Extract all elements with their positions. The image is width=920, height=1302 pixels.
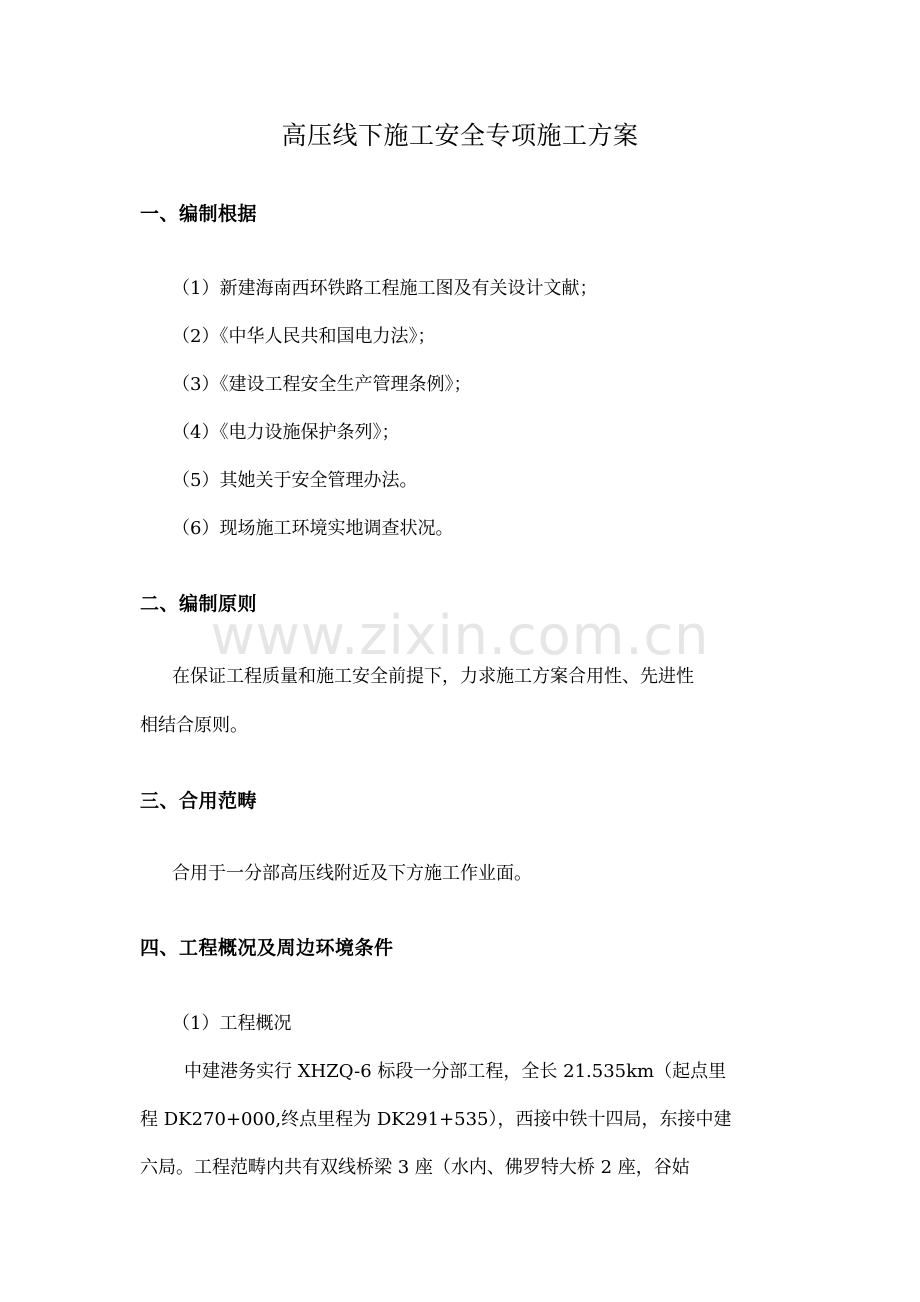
basis-item-6: （6）现场施工环境实地调查状况。 <box>172 518 454 539</box>
overview-subheading: （1）工程概况 <box>172 1013 292 1034</box>
document-title: 高压线下施工安全专项施工方案 <box>281 121 639 150</box>
principle-line-2: 相结合原则。 <box>140 715 248 736</box>
basis-item-3: （3）《建设工程安全生产管理条例》； <box>172 374 472 395</box>
section-heading-scope: 三、合用范畴 <box>140 790 258 812</box>
principle-line-1: 在保证工程质量和施工安全前提下，力求施工方案合用性、先进性 <box>172 666 694 687</box>
section-heading-overview: 四、工程概况及周边环境条件 <box>140 937 394 959</box>
overview-line-1: 中建港务实行 XHZQ-6 标段一分部工程，全长 21.535km（起点里 <box>184 1061 727 1082</box>
basis-item-1: （1）新建海南西环铁路工程施工图及有关设计文献； <box>172 278 598 299</box>
section-heading-principle: 二、编制原则 <box>140 593 258 615</box>
basis-item-2: （2）《中华人民共和国电力法》； <box>172 326 436 347</box>
watermark: www.zixin.com.cn <box>210 604 710 667</box>
overview-line-2: 程 DK270+000,终点里程为 DK291+535），西接中铁十四局，东接中建 <box>140 1109 732 1130</box>
scope-text: 合用于一分部高压线附近及下方施工作业面。 <box>172 863 532 884</box>
overview-line-3: 六局。工程范畴内共有双线桥梁 3 座（水内、佛罗特大桥 2 座，谷姑 <box>140 1157 690 1178</box>
section-heading-basis: 一、编制根据 <box>140 203 258 225</box>
basis-item-5: （5）其她关于安全管理办法。 <box>172 470 418 491</box>
basis-item-4: （4）《电力设施保护条列》； <box>172 422 400 443</box>
